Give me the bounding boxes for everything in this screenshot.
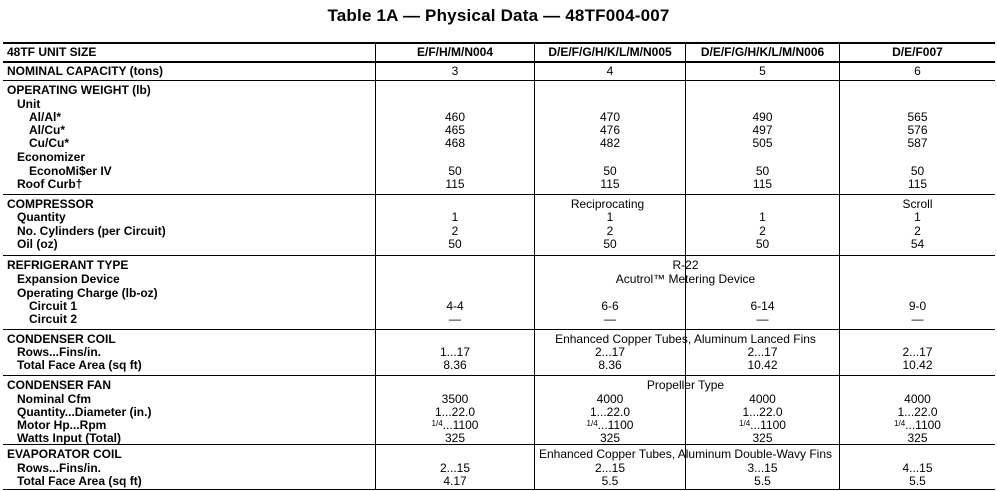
- cylinders-value: 2: [451, 224, 459, 238]
- expansion-device-value: Acutrol™ Metering Device: [615, 272, 756, 286]
- unit-label: Unit: [17, 97, 41, 111]
- cfm-value: 4000: [749, 392, 776, 406]
- cond-rows-value: 2...17: [902, 345, 933, 359]
- condenser-coil-desc: Enhanced Copper Tubes, Aluminum Lanced Fins: [555, 332, 816, 346]
- motor-rpm: ...1100: [442, 418, 479, 432]
- condenser-coil-label: CONDENSER COIL: [7, 332, 116, 346]
- cucu-value: 482: [599, 136, 621, 150]
- alcu-value: 497: [752, 123, 773, 137]
- physical-data-table: [3, 42, 995, 490]
- circuit2-value: —: [756, 312, 769, 326]
- evap-area-value: 5.5: [754, 474, 771, 488]
- alal-value: 565: [907, 110, 928, 124]
- circuit2-value: —: [604, 312, 616, 326]
- motor-value: $^{1/4}$...1100: [431, 418, 479, 432]
- evap-rows-value: 2...15: [594, 461, 626, 475]
- evap-rows-value: 2...15: [439, 461, 471, 475]
- quantity-label: Quantity: [17, 210, 66, 224]
- cucu-value: 468: [444, 136, 466, 150]
- nominal-capacity-value: 5: [759, 64, 766, 78]
- evap-rows-value: 3...15: [747, 461, 778, 475]
- row-divider: [3, 61, 995, 63]
- roof-curb-value: 115: [445, 177, 465, 191]
- motor-rpm: ...1100: [905, 418, 941, 432]
- frac-denominator: 4: [900, 419, 906, 428]
- quantity-value: 1: [606, 210, 614, 224]
- economiser-iv-value: 50: [448, 164, 462, 178]
- fan-qty-value: 1...22.0: [589, 405, 631, 419]
- evap-rows-label: Rows...Fins/in.: [17, 461, 102, 475]
- condenser-fan-label: CONDENSER FAN: [7, 378, 112, 392]
- circuit1-value: 6-6: [601, 299, 619, 313]
- header-col-007: D/E/F007: [892, 45, 943, 59]
- header-col-005: D/E/F/G/H/K/L/M/N005: [548, 45, 672, 59]
- oil-value: 50: [448, 237, 462, 251]
- expansion-device-label: Expansion Device: [17, 272, 120, 286]
- watts-label: Watts Input (Total): [17, 431, 121, 445]
- cond-area-value: 10.42: [747, 358, 778, 372]
- evaporator-coil-desc: Enhanced Copper Tubes, Aluminum Double-Wavy Fins: [538, 447, 833, 461]
- fan-qty-label: Quantity...Diameter (in.): [17, 405, 152, 419]
- cfm-value: 4000: [904, 392, 931, 406]
- table-title: Table 1A — Physical Data — 48TF004-007: [327, 6, 670, 25]
- cucu-label: Cu/Cu*: [29, 136, 69, 150]
- motor-value: $^{1/4}$...1100: [894, 418, 941, 432]
- circuit2-value: —: [449, 312, 461, 326]
- motor-value: $^{1/4}$...1100: [739, 418, 786, 432]
- motor-label: Motor Hp...Rpm: [17, 418, 107, 432]
- frac-denominator: 4: [438, 419, 443, 428]
- frac-numerator: 1: [431, 419, 436, 428]
- cond-area-value: 8.36: [443, 358, 467, 372]
- refrigerant-type-value: R-22: [672, 258, 699, 272]
- frac-denominator: 4: [745, 419, 751, 428]
- alcu-value: 476: [599, 123, 621, 137]
- roof-curb-value: 115: [752, 177, 773, 191]
- circuit1-label: Circuit 1: [29, 299, 78, 313]
- oil-value: 54: [910, 237, 925, 251]
- fan-qty-value: 1...22.0: [434, 405, 476, 419]
- roof-curb-label: Roof Curb†: [17, 177, 83, 191]
- evap-area-value: 5.5: [601, 474, 619, 488]
- cucu-value: 587: [907, 136, 928, 150]
- quantity-value: 1: [759, 210, 766, 224]
- cfm-value: 3500: [441, 392, 469, 406]
- evap-area-label: Total Face Area (sq ft): [17, 474, 142, 488]
- alal-value: 490: [752, 110, 773, 124]
- motor-rpm: ...1100: [750, 418, 786, 432]
- operating-weight-label: OPERATING WEIGHT (lb): [7, 83, 151, 97]
- cond-rows-label: Rows...Fins/in.: [17, 345, 102, 359]
- header-col-004: E/F/H/M/N004: [416, 45, 494, 59]
- row-divider: [3, 329, 995, 330]
- cylinders-value: 2: [914, 224, 921, 238]
- circuit2-label: Circuit 2: [29, 312, 78, 326]
- evap-area-value: 4.17: [443, 474, 467, 488]
- cond-rows-value: 2...17: [594, 345, 626, 359]
- header-label: 48TF UNIT SIZE: [7, 45, 97, 59]
- circuit1-value: 6-14: [750, 299, 775, 313]
- cond-area-value: 8.36: [598, 358, 622, 372]
- roof-curb-value: 115: [600, 177, 620, 191]
- cond-area-value: 10.42: [902, 358, 933, 372]
- alcu-value: 465: [444, 123, 466, 137]
- fan-qty-value: 1...22.0: [897, 405, 938, 419]
- cond-rows-value: 1...17: [439, 345, 471, 359]
- economiser-iv-label: EconoMi$er IV: [29, 164, 112, 178]
- quantity-value: 1: [914, 210, 921, 224]
- nominal-capacity-value: 3: [451, 64, 459, 78]
- row-divider: [3, 255, 995, 256]
- alcu-label: Al/Cu*: [29, 123, 65, 137]
- cylinders-value: 2: [759, 224, 766, 238]
- quantity-value: 1: [451, 210, 459, 224]
- nominal-capacity-label: NOMINAL CAPACITY (tons): [7, 64, 163, 78]
- cucu-value: 505: [752, 136, 773, 150]
- motor-value: $^{1/4}$...1100: [586, 418, 634, 432]
- economizer-label: Economizer: [17, 150, 86, 164]
- header-col-006: D/E/F/G/H/K/L/M/N006: [700, 45, 825, 59]
- alcu-value: 576: [907, 123, 928, 137]
- alal-value: 470: [599, 110, 621, 124]
- frac-numerator: 1: [894, 419, 899, 428]
- circuit1-value: 9-0: [908, 299, 927, 313]
- condenser-fan-desc: Propeller Type: [646, 378, 725, 392]
- operating-charge-label: Operating Charge (lb-oz): [17, 286, 158, 300]
- watts-value: 325: [907, 431, 928, 445]
- frac-denominator: 4: [593, 419, 598, 428]
- cylinders-label: No. Cylinders (per Circuit): [17, 224, 166, 238]
- evap-rows-value: 4...15: [902, 461, 933, 475]
- circuit1-value: 4-4: [446, 299, 464, 313]
- alal-value: 460: [444, 110, 466, 124]
- oil-value: 50: [603, 237, 617, 251]
- circuit2-value: —: [911, 312, 924, 326]
- compressor-type-scroll: Scroll: [902, 197, 933, 211]
- roof-curb-value: 115: [907, 177, 928, 191]
- cfm-label: Nominal Cfm: [17, 392, 92, 406]
- economiser-iv-value: 50: [910, 164, 925, 178]
- motor-rpm: ...1100: [597, 418, 634, 432]
- watts-value: 325: [752, 431, 773, 445]
- watts-value: 325: [599, 431, 621, 445]
- evaporator-coil-label: EVAPORATOR COIL: [7, 447, 122, 461]
- cfm-value: 4000: [596, 392, 624, 406]
- refrigerant-label: REFRIGERANT TYPE: [7, 258, 129, 272]
- economiser-iv-value: 50: [755, 164, 770, 178]
- economiser-iv-value: 50: [603, 164, 617, 178]
- compressor-type-reciprocating: Reciprocating: [570, 197, 645, 211]
- oil-label: Oil (oz): [17, 237, 58, 251]
- watts-value: 325: [444, 431, 466, 445]
- frac-numerator: 1: [586, 419, 591, 428]
- row-divider: [3, 375, 995, 376]
- cylinders-value: 2: [606, 224, 614, 238]
- row-divider: [3, 80, 995, 81]
- cond-area-label: Total Face Area (sq ft): [17, 358, 142, 372]
- cond-rows-value: 2...17: [747, 345, 778, 359]
- evap-area-value: 5.5: [909, 474, 926, 488]
- compressor-label: COMPRESSOR: [7, 197, 94, 211]
- alal-label: Al/Al*: [29, 110, 62, 124]
- nominal-capacity-value: 6: [914, 64, 921, 78]
- frac-numerator: 1: [739, 419, 744, 428]
- row-divider: [3, 194, 995, 195]
- nominal-capacity-value: 4: [606, 64, 614, 78]
- oil-value: 50: [755, 237, 770, 251]
- fan-qty-value: 1...22.0: [742, 405, 783, 419]
